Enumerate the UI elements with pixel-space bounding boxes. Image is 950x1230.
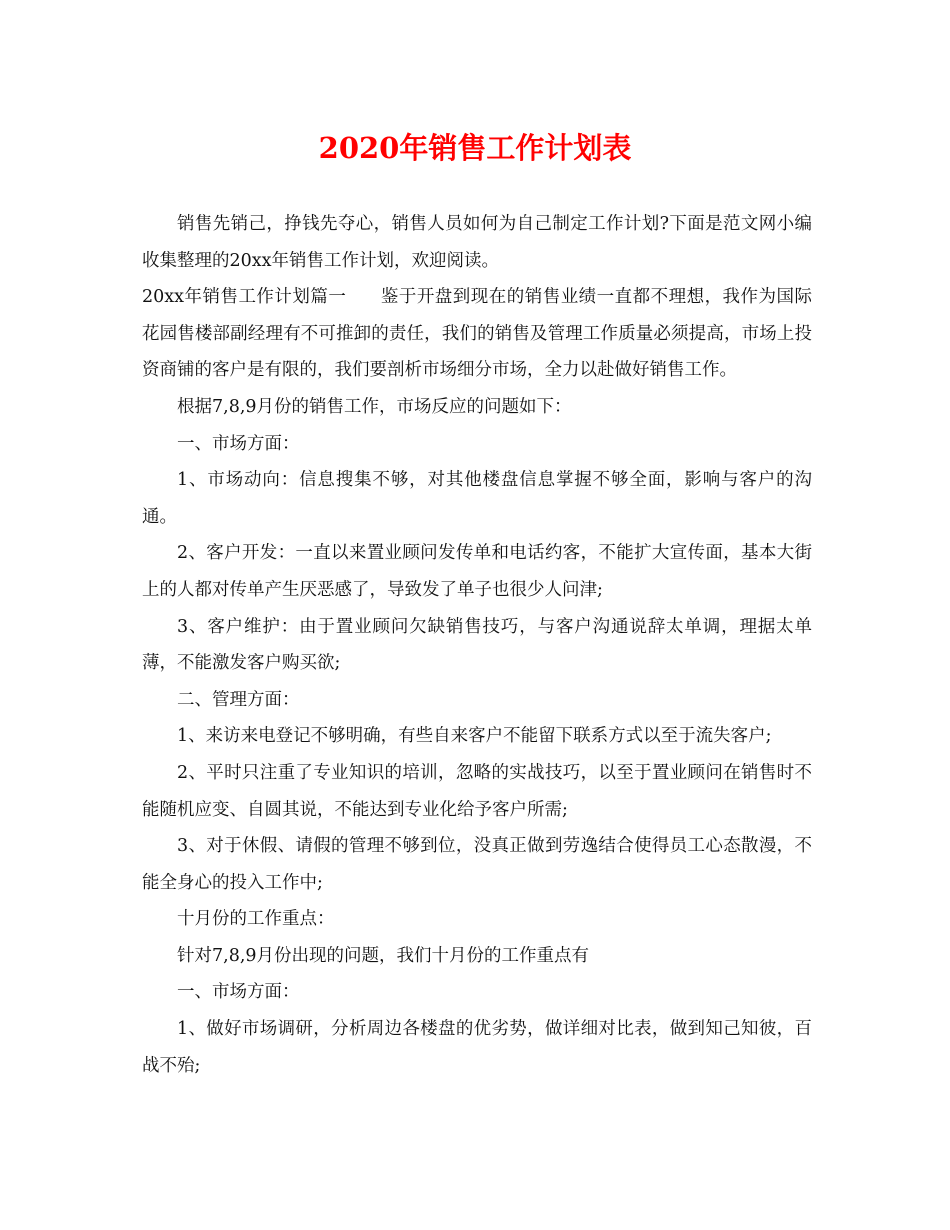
section-one-text: 鉴于开盘到现在的销售业绩一直都不理想，我作为国际花园售楼部副经理有不可推卸的责任，我们的销售及管理工作质量必须提高，市场上投资商铺的客户是有限的，我们要剖析市场细分市场，全力以赴做好销售工作。 [142,287,812,381]
paragraph-october-market-heading: 一、市场方面： [177,982,300,1003]
paragraph-intro: 销售先销己，挣钱先夺心，销售人员如何为自己制定工作计划?下面是范文网小编收集整理的20xx年销售工作计划，欢迎阅读。 [142,214,812,271]
paragraph-october-focus: 十月份的工作重点： [177,909,335,930]
document-title: 2020年销售工作计划表 [318,131,632,165]
section-heading: 20xx年销售工作计划篇一 [142,287,347,308]
paragraph-management-heading: 二、管理方面： [177,689,300,710]
paragraph-october-intro: 针对7,8,9月份出现的问题，我们十月份的工作重点有 [177,945,590,966]
paragraph-section-one [142,279,812,389]
document-body [142,206,812,1084]
paragraph-market-3: 3、客户维护：由于置业顾问欠缺销售技巧，与客户沟通说辞太单调，理据太单薄，不能激发客户购买欲; [142,616,812,674]
paragraph-management-2: 2、平时只注重了专业知识的培训，忽略的实战技巧，以至于置业顾问在销售时不能随机应变、自圆其说，不能达到专业化给予客户所需; [142,762,812,820]
paragraph-management-1: 1、来访来电登记不够明确，有些自来客户不能留下联系方式以至于流失客户; [177,726,772,747]
paragraph-october-market-1: 1、做好市场调研，分析周边各楼盘的优劣势，做详细对比表，做到知己知彼，百战不殆; [142,1019,812,1076]
paragraph-problems-intro: 根据7,8,9月份的销售工作，市场反应的问题如下： [177,396,572,417]
paragraph-management-3: 3、对于休假、请假的管理不够到位，没真正做到劳逸结合使得员工心态散漫，不能全身心的投入工作中; [142,836,812,893]
paragraph-market-heading: 一、市场方面： [177,433,300,454]
paragraph-market-2: 2、客户开发：一直以来置业顾问发传单和电话约客，不能扩大宣传面，基本大街上的人都对传单产生厌恶感了，导致发了单子也很少人问津; [142,543,812,600]
paragraph-market-1: 1、市场动向：信息搜集不够，对其他楼盘信息掌握不够全面，影响与客户的沟通。 [142,470,812,527]
